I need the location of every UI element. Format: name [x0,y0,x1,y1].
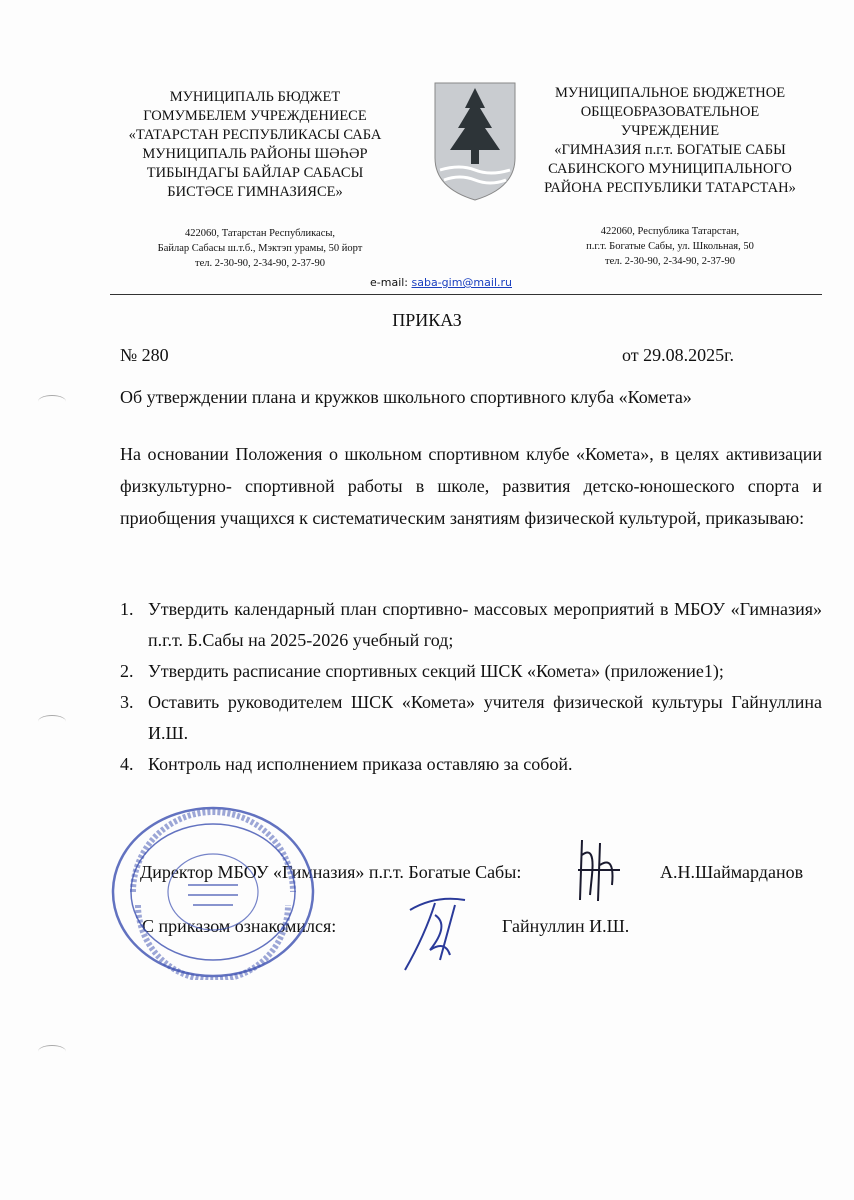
header-line: РАЙОНА РЕСПУБЛИКИ ТАТАРСТАН» [544,180,796,196]
item-text: Утвердить расписание спортивных секций ШСК «Комета» (приложение1); [148,661,724,681]
coat-of-arms-emblem [430,78,520,203]
address-line: 422060, Татарстан Республикасы, [184,228,336,239]
header-line: ТИБЫНДАГЫ БАЙЛАР САБАСЫ [146,165,364,181]
header-line: БИСТӘСЕ ГИМНАЗИЯСЕ» [167,184,343,200]
header-left-org-name [110,88,400,202]
order-date: от 29.08.2025г. [622,345,734,365]
list-item [120,687,822,749]
header-line: ОБЩЕОБРАЗОВАТЕЛЬНОЕ [580,104,760,120]
director-label: Директор МБОУ «Гимназия» п.г.т. Богатые Сабы: [140,862,522,882]
item-number: 4. [120,754,134,774]
header-line: САБИНСКОГО МУНИЦИПАЛЬНОГО [548,161,792,177]
item-number: 2. [120,661,134,681]
order-subject: Об утверждении плана и кружков школьного спортивного клуба «Комета» [120,387,692,407]
director-name: А.Н.Шаймарданов [660,862,804,882]
item-number: 3. [120,692,134,712]
email-label: e-mail: [370,276,412,289]
order-number: № 280 [120,345,169,365]
ack-label: С приказом ознакомился: [142,916,337,936]
official-stamp [108,805,318,980]
header-line: «ТАТАРСТАН РЕСПУБЛИКАСЫ САБА [128,127,382,143]
list-item [120,656,822,687]
email-line [370,276,512,289]
header-line: ГОМУМБЕЛЕМ УЧРЕЖДЕНИЕСЕ [143,108,367,124]
address-line: тел. 2-30-90, 2-34-90, 2-37-90 [605,256,735,267]
header-line: «ГИМНАЗИЯ п.г.т. БОГАТЫЕ САБЫ [554,142,786,158]
email-link[interactable]: saba-gim@mail.ru [411,276,512,289]
ack-name: Гайнуллин И.Ш. [502,916,630,936]
header-line: МУНИЦИПАЛЬНОЕ БЮДЖЕТНОЕ [554,85,786,101]
header-right-address [520,224,820,269]
director-signature [570,835,630,905]
header-divider [110,294,822,295]
scan-mark [38,715,66,728]
list-item [120,749,822,780]
header-line: МУНИЦИПАЛЬ БЮДЖЕТ [169,89,341,105]
item-text: Контроль над исполнением приказа оставляю за собой. [148,754,573,774]
address-line: п.г.т. Богатые Сабы, ул. Школьная, 50 [586,241,754,252]
address-line: Байлар Сабасы ш.т.б., Мэктэп урамы, 50 йорт [157,243,363,254]
list-item [120,594,822,656]
address-line: тел. 2-30-90, 2-34-90, 2-37-90 [195,258,325,269]
document-title: ПРИКАЗ [392,310,462,330]
header-left-address [120,226,400,271]
item-text: Оставить руководителем ШСК «Комета» учителя физической культуры Гайнуллина И.Ш. [148,692,822,743]
order-items [120,594,822,780]
header-line: УЧРЕЖДЕНИЕ [620,123,720,139]
address-line: 422060, Республика Татарстан, [600,226,740,237]
header-right-org-name [510,84,830,198]
acknowledgement-signature [395,885,485,975]
scan-mark [38,395,66,408]
item-number: 1. [120,599,134,619]
preamble-paragraph: На основании Положения о школьном спортивном клубе «Комета», в целях активизации физкультурно- спортивной работы в школе, развития детско-юношеского спорта и приобщения учащихся к систематическим занятиям физической культурой, приказываю: [120,444,822,528]
scan-mark [38,1045,66,1058]
item-text: Утвердить календарный план спортивно- массовых мероприятий в МБОУ «Гимназия» п.г.т. Б.Сабы на 2025-2026 учебный год; [148,599,822,650]
header-line: МУНИЦИПАЛЬ РАЙОНЫ ШӘҺӘР [142,146,368,162]
